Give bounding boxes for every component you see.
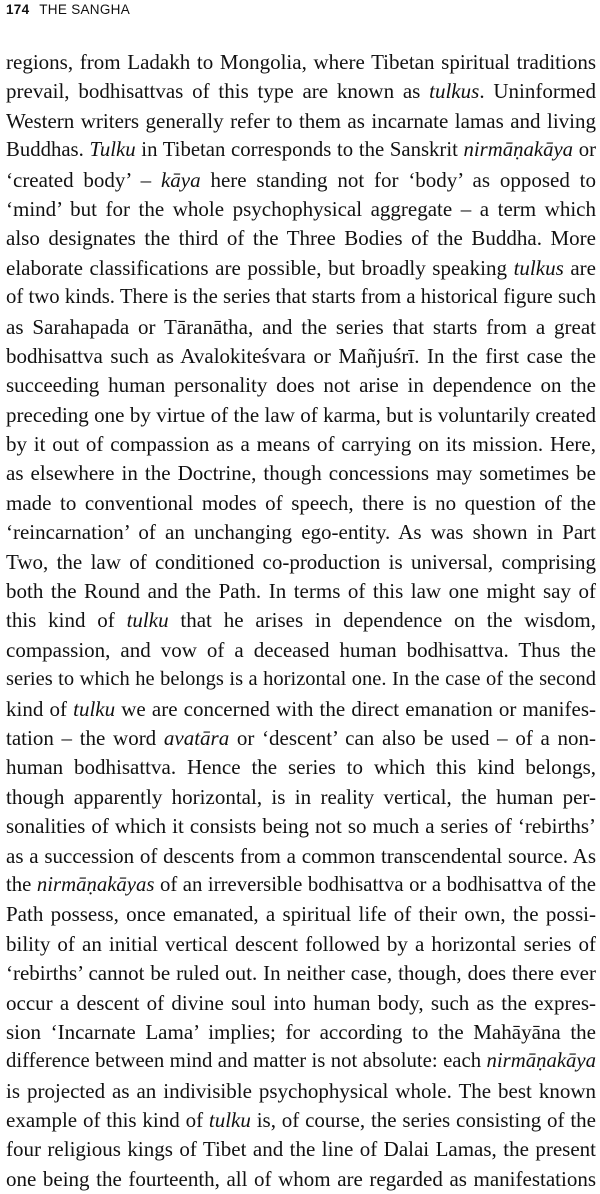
text-run: succeeding human personality does not arise in dependence on the xyxy=(6,373,596,398)
text-run: one being the fourteenth, all of whom are regarded as manifestations xyxy=(6,1166,596,1191)
text-line xyxy=(6,959,596,988)
italic-term: avatāra xyxy=(163,725,230,750)
italic-term: tulku xyxy=(73,696,116,721)
text-line xyxy=(6,636,596,665)
page-number: 174 xyxy=(6,2,30,17)
text-line xyxy=(6,371,596,400)
text-line xyxy=(6,136,596,165)
text-run: example of this kind of xyxy=(6,1108,209,1133)
text-run: tation – the word xyxy=(6,725,164,750)
text-line xyxy=(6,489,596,518)
text-run: difference between mind and matter is not absolute: each xyxy=(6,1050,487,1073)
text-run: human bodhisattva. Hence the series to which this kind belongs, xyxy=(6,755,596,780)
text-line xyxy=(6,783,596,812)
text-line xyxy=(6,166,596,195)
italic-term: nirmāṇakāya xyxy=(486,1050,596,1073)
italic-term: tulkus xyxy=(513,255,564,280)
text-line xyxy=(6,283,596,312)
text-line xyxy=(6,459,596,488)
text-line xyxy=(6,1135,596,1164)
text-run: here standing not for ‘body’ as opposed to xyxy=(200,167,596,192)
text-run: four religious kings of Tibet and the line of Dalai Lamas, the present xyxy=(6,1137,596,1162)
text-line xyxy=(6,871,596,900)
text-run: are xyxy=(563,255,596,280)
text-line xyxy=(6,1165,596,1194)
text-run: occur a descent of divine soul into human body, such as the expres- xyxy=(6,990,596,1015)
text-run: Buddhas. xyxy=(6,139,90,162)
text-line xyxy=(6,695,596,724)
text-run: prevail, bodhisattvas of this type are known as xyxy=(6,79,430,104)
text-run: ‘rebirths’ cannot be ruled out. In neither case, though, does there ever xyxy=(6,961,596,986)
text-run: bility of an initial vertical descent followed by a horizontal series of xyxy=(6,931,596,956)
text-run: or xyxy=(573,139,597,162)
text-line xyxy=(6,401,596,430)
text-run: also designates the third of the Three Bodies of the Buddha. More xyxy=(6,226,596,251)
italic-term: tulkus xyxy=(429,79,480,104)
text-run: Western writers generally refer to them as incarnate lamas and living xyxy=(6,108,596,133)
text-run: this kind of xyxy=(6,608,127,633)
text-line xyxy=(6,254,596,283)
body-text xyxy=(6,48,596,1194)
text-line xyxy=(6,753,596,782)
text-run: as a succession of descents from a common transcendental source. As xyxy=(6,843,596,868)
text-line xyxy=(6,930,596,959)
text-run: regions, from Ladakh to Mongolia, where Tibetan spiritual traditions xyxy=(6,50,596,74)
text-run: is projected as an indivisible psychophysical whole. The best known xyxy=(6,1078,596,1103)
text-line xyxy=(6,1018,596,1047)
text-run: ‘mind’ but for the whole psychophysical aggregate – a term which xyxy=(6,196,596,221)
text-run: kind of xyxy=(6,696,74,721)
text-line xyxy=(6,1106,596,1135)
text-run: in Tibetan corresponds to the Sanskrit xyxy=(135,139,464,162)
text-run: by it out of compassion as a means of carrying on its mission. Here, xyxy=(6,432,596,457)
running-title: THE SANGHA xyxy=(39,2,131,17)
text-line xyxy=(6,665,596,694)
text-line xyxy=(6,107,596,136)
text-line xyxy=(6,724,596,753)
text-run: both the Round and the Path. In terms of this law one might say of xyxy=(6,579,596,604)
text-run: of an irreversible bodhisattva or a bodhisattva of the xyxy=(154,873,596,896)
text-run: is, of course, the series consisting of the xyxy=(250,1108,596,1133)
italic-term: kāya xyxy=(160,167,201,192)
text-run: that he arises in dependence on the wisdom, xyxy=(168,608,597,633)
text-run: or ‘descent’ can also be used – of a non- xyxy=(229,725,597,750)
text-line xyxy=(6,548,596,577)
text-run: Two, the law of conditioned co-production is universal, comprising xyxy=(6,549,596,574)
text-line xyxy=(6,842,596,871)
text-run: ‘created body’ – xyxy=(6,167,161,192)
text-line xyxy=(6,1077,596,1106)
text-run: Path possess, once emanated, a spiritual life of their own, the possi- xyxy=(6,902,596,927)
text-run: of two kinds. There is the series that starts from a historical figure such xyxy=(6,286,596,309)
text-line xyxy=(6,313,596,342)
text-line xyxy=(6,1047,596,1076)
text-line xyxy=(6,195,596,224)
text-line xyxy=(6,577,596,606)
text-run: as elsewhere in the Doctrine, though concessions may sometimes be xyxy=(6,461,596,486)
text-run: we are concerned with the direct emanation or manifes- xyxy=(115,696,596,721)
text-run: elaborate classifications are possible, but broadly speaking xyxy=(6,255,514,280)
running-head xyxy=(6,1,130,19)
italic-term: nirmāṇakāyas xyxy=(36,873,155,896)
text-line xyxy=(6,606,596,635)
text-run: though apparently horizontal, is in reality vertical, the human per- xyxy=(6,784,596,809)
italic-term: nirmāṇakāya xyxy=(463,139,574,162)
text-run: ‘reincarnation’ of an unchanging ego-entity. As was shown in Part xyxy=(6,520,596,545)
italic-term: Tulku xyxy=(89,139,136,162)
text-line xyxy=(6,224,596,253)
text-line xyxy=(6,518,596,547)
italic-term: tulku xyxy=(126,608,169,633)
text-line xyxy=(6,812,596,841)
text-run: series to which he belongs is a horizontal one. In the case of the second xyxy=(6,668,596,691)
text-run: as Sarahapada or Tāranātha, and the series that starts from a great xyxy=(6,314,596,339)
text-run: bodhisattva such as Avalokiteśvara or Mañjuśrī. In the first case the xyxy=(6,343,596,368)
text-run: made to conventional modes of speech, there is no question of the xyxy=(6,490,596,515)
text-line xyxy=(6,342,596,371)
text-line xyxy=(6,48,596,77)
text-run: the xyxy=(6,873,37,896)
text-line xyxy=(6,77,596,106)
text-line xyxy=(6,430,596,459)
text-run: sion ‘Incarnate Lama’ implies; for according to the Mahāyāna the xyxy=(6,1019,596,1044)
text-run: . Uninformed xyxy=(479,79,596,104)
text-line xyxy=(6,900,596,929)
text-run: compassion, and vow of a deceased human bodhisattva. Thus the xyxy=(6,637,596,662)
text-line xyxy=(6,989,596,1018)
text-run: sonalities of which it consists being not so much a series of ‘rebirths’ xyxy=(6,814,596,839)
text-run: preceding one by virtue of the law of karma, but is voluntarily created xyxy=(6,402,596,427)
italic-term: tulku xyxy=(208,1108,251,1133)
